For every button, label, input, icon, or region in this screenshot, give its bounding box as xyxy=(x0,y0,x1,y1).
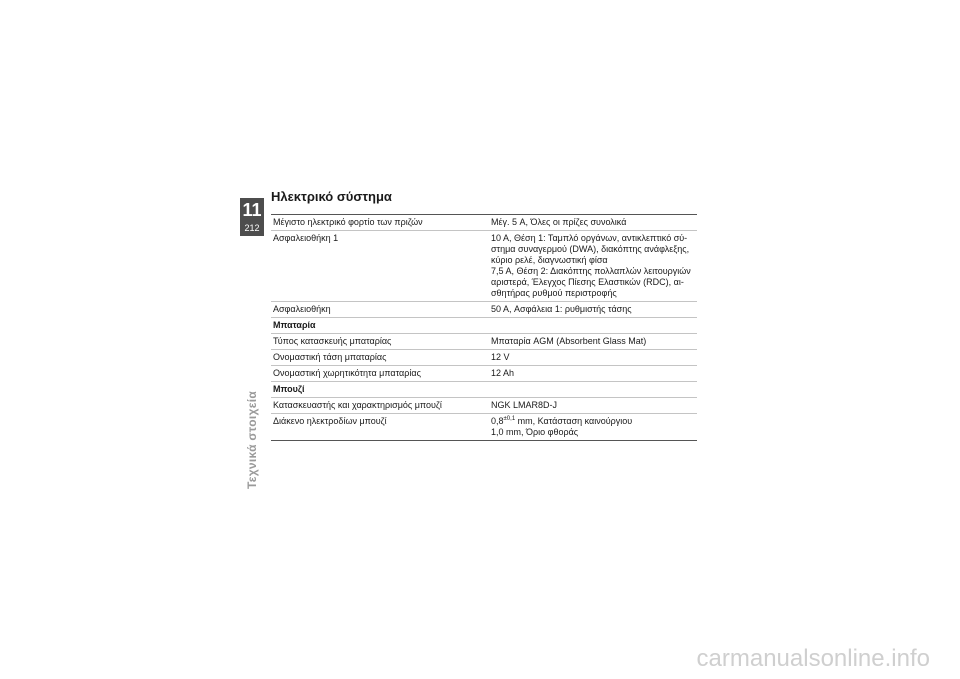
section-header-label: Μπαταρία xyxy=(271,318,697,334)
spec-value-line: NGK LMAR8D-J xyxy=(491,400,558,410)
spec-value xyxy=(489,350,697,366)
spec-key: Τύπος κατασκευής μπαταρίας xyxy=(271,334,489,350)
watermark: carmanualsonline.info xyxy=(696,645,930,672)
spec-value xyxy=(489,398,697,414)
spec-key: Μέγιστο ηλεκτρικό φορτίο των πριζών xyxy=(271,215,489,231)
section-title: Ηλεκτρικό σύστημα xyxy=(271,189,392,204)
spec-key: Διάκενο ηλεκτροδίων μπουζί xyxy=(271,414,489,441)
spec-value-line: Μέγ. 5 A, Όλες οι πρίζες συνολικά xyxy=(491,217,627,227)
table-row xyxy=(271,231,697,302)
spec-value xyxy=(489,302,697,318)
spec-key: Ασφαλειοθήκη 1 xyxy=(271,231,489,302)
spec-value-line: 10 A, Θέση 1: Ταμπλό οργάνων, αντικλεπτικό σύ- xyxy=(491,233,688,243)
chapter-marker xyxy=(240,198,264,236)
table-row xyxy=(271,398,697,414)
gap-base: 0,8 xyxy=(491,416,504,426)
spec-value-line: 12 Ah xyxy=(491,368,515,378)
spec-value-line: Μπαταρία AGM (Absorbent Glass Mat) xyxy=(491,336,647,346)
table-section-header xyxy=(271,318,697,334)
spec-value xyxy=(489,366,697,382)
spec-value-line: στημα συναγερμού (DWA), διακόπτης ανάφλεξης, xyxy=(491,244,690,254)
spec-key: Ονομαστική χωρητικότητα μπαταρίας xyxy=(271,366,489,382)
chapter-number: 11 xyxy=(242,200,262,220)
table-row xyxy=(271,366,697,382)
table-row xyxy=(271,334,697,350)
table-row xyxy=(271,215,697,231)
section-header-label: Μπουζί xyxy=(271,382,697,398)
spec-value xyxy=(489,215,697,231)
spec-key: Κατασκευαστής και χαρακτηρισμός μπουζί xyxy=(271,398,489,414)
spec-value xyxy=(489,334,697,350)
spec-value-line: αριστερά, Έλεγχος Πίεσης Ελαστικών (RDC), αι- xyxy=(491,277,684,287)
spec-value-line: 12 V xyxy=(491,352,510,362)
side-chapter-title xyxy=(240,385,264,505)
gap-tolerance: ±0,1 xyxy=(503,416,516,422)
spec-value-line: κύριο ρελέ, διαγνωστική φίσα xyxy=(491,255,608,265)
spec-key: Ονομαστική τάση μπαταρίας xyxy=(271,350,489,366)
spec-value xyxy=(489,414,697,441)
spec-value-line: 7,5 A, Θέση 2: Διακόπτης πολλαπλών λειτουργιών xyxy=(491,266,691,276)
spec-value-line: σθητήρας ρυθμού περιστροφής xyxy=(491,288,617,298)
page-number: 212 xyxy=(244,223,260,233)
spec-key: Ασφαλειοθήκη xyxy=(271,302,489,318)
spec-value xyxy=(489,231,697,302)
spec-value-line: 1,0 mm, Όριο φθοράς xyxy=(491,427,579,437)
spec-value-line: 50 A, Ασφάλεια 1: ρυθμιστής τάσης xyxy=(491,304,632,314)
table-row xyxy=(271,350,697,366)
gap-rest: mm, Κατάσταση καινούργιου xyxy=(515,416,633,426)
spec-value-line xyxy=(491,416,695,427)
table-row xyxy=(271,414,697,441)
side-chapter-title-text: Τεχνικά στοιχεία xyxy=(245,390,259,490)
spec-table xyxy=(271,214,697,441)
table-section-header xyxy=(271,382,697,398)
table-row xyxy=(271,302,697,318)
